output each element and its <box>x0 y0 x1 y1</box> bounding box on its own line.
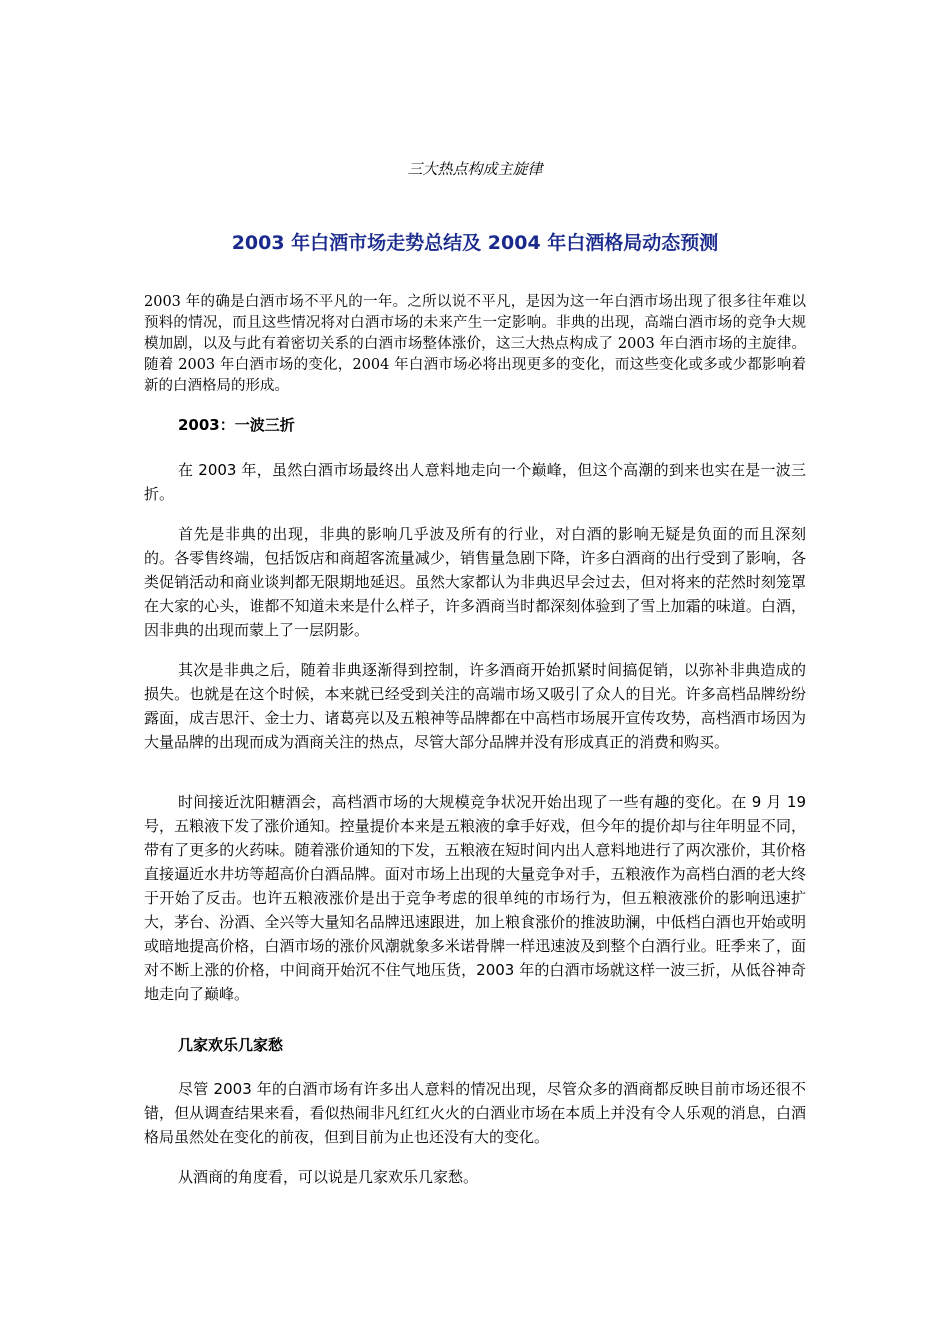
section2-paragraph-2: 从酒商的角度看，可以说是几家欢乐几家愁。 <box>178 1168 479 1186</box>
document-title: 2003 年白酒市场走势总结及 2004 年白酒格局动态预测 <box>231 232 719 254</box>
section2-paragraph-1: 尽管 2003 年的白酒市场有许多出人意料的情况出现，尽管众多的酒商都反映目前市场还很不错，但从调查结果来看，看似热闹非凡红红火火的白酒业市场在本质上并没有令人乐观的消息，白酒格局虽然处在变化的前夜，但到目前为止也还没有大的变化。 <box>144 1080 806 1146</box>
section1-paragraph-2: 首先是非典的出现，非典的影响几乎波及所有的行业，对白酒的影响无疑是负面的而且深刻的。各零售终端，包括饭店和商超客流量减少，销售量急剧下降，许多白酒商的出行受到了影响，各类促销活动和商业谈判都无限期地延迟。虽然大家都认为非典迟早会过去，但对将来的茫然时刻笼罩在大家的心头，谁都不知道未来是什么样子，许多酒商当时都深刻体验到了雪上加霜的味道。白酒，因非典的出现而蒙上了一层阴影。 <box>144 525 806 639</box>
document-subtitle: 三大热点构成主旋律 <box>407 160 543 178</box>
section1-paragraph-1: 在 2003 年，虽然白酒市场最终出人意料地走向一个巅峰，但这个高潮的到来也实在是一波三折。 <box>144 461 806 503</box>
section-heading-joy-sorrow: 几家欢乐几家愁 <box>178 1036 284 1054</box>
intro-paragraph: 2003 年的确是白酒市场不平凡的一年。之所以说不平凡，是因为这一年白酒市场出现了很多往年难以预料的情况，而且这些情况将对白酒市场的未来产生一定影响。非典的出现，高端白酒市场的竞争大规模加剧，以及与此有着密切关系的白酒市场整体涨价，这三大热点构成了 2003 年白酒市场的主旋律。随着 2003 年白酒市场的变化，2004 年白酒市场必将出现更多的变化，而这些变化或多或少都影响着新的白酒格局的形成。 <box>144 294 806 394</box>
section1-paragraph-4: 时间接近沈阳糖酒会，高档酒市场的大规模竞争状况开始出现了一些有趣的变化。在 9 月 19 号，五粮液下发了涨价通知。控量提价本来是五粮液的拿手好戏，但今年的提价却与往年明显不同，带有了更多的火药味。随着涨价通知的下发，五粮液在短时间内出人意料地进行了两次涨价，其价格直接逼近水井坊等超高价白酒品牌。面对市场上出现的大量竞争对手，五粮液作为高档白酒的老大终于开始了反击。也许五粮液涨价是出于竞争考虑的很单纯的市场行为，但五粮液涨价的影响迅速扩大，茅台、汾酒、全兴等大量知名品牌迅速跟进，加上粮食涨价的推波助澜，中低档白酒也开始或明或暗地提高价格，白酒市场的涨价风潮就象多米诺骨牌一样迅速波及到整个白酒行业。旺季来了，面对不断上涨的价格，中间商开始沉不住气地压货，2003 年的白酒市场就这样一波三折，从低谷神奇地走向了巅峰。 <box>144 793 806 1003</box>
section-heading-2003: 2003：一波三折 <box>178 416 295 434</box>
section1-paragraph-3: 其次是非典之后，随着非典逐渐得到控制，许多酒商开始抓紧时间搞促销，以弥补非典造成的损失。也就是在这个时候，本来就已经受到关注的高端市场又吸引了众人的目光。许多高档品牌纷纷露面，成吉思汗、金士力、诸葛亮以及五粮神等品牌都在中高档市场展开宣传攻势，高档酒市场因为大量品牌的出现而成为酒商关注的热点，尽管大部分品牌并没有形成真正的消费和购买。 <box>144 661 806 751</box>
